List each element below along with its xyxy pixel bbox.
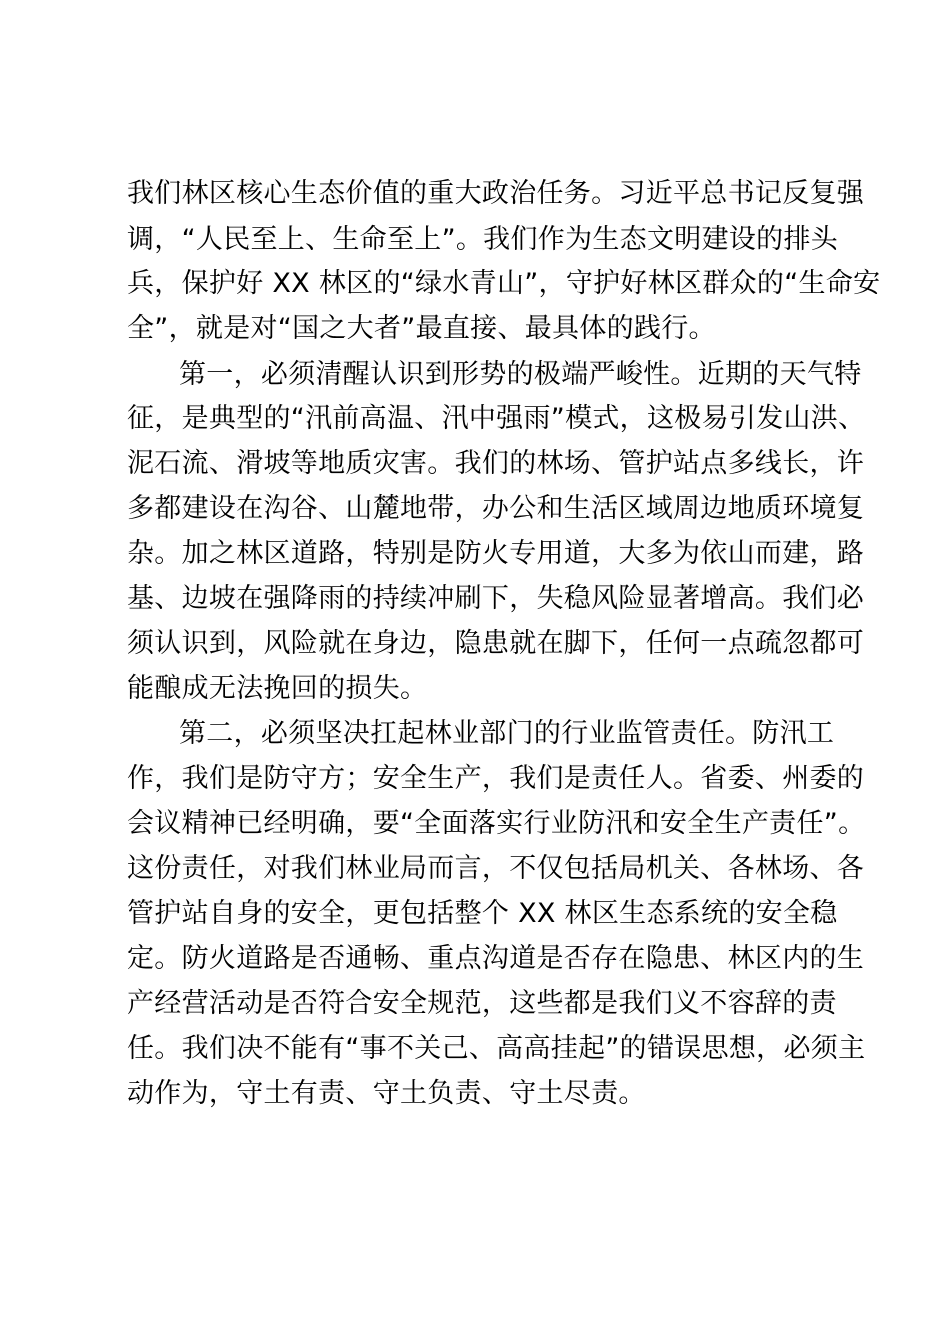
text-line: 多都建设在沟谷、山麓地带，办公和生活区域周边地质环境复 (127, 493, 865, 524)
text-line: 作，我们是防守方；安全生产，我们是责任人。省委、州委的 (127, 763, 865, 794)
text-line: 产经营活动是否符合安全规范，这些都是我们义不容辞的责 (127, 988, 837, 1019)
text-line: 泥石流、滑坡等地质灾害。我们的林场、管护站点多线长，许 (127, 448, 865, 479)
text-line: 任。我们决不能有“事不关己、高高挂起”的错误思想，必须主 (127, 1033, 866, 1064)
paragraph-first-line: 第一，必须清醒认识到形势的极端严峻性。近期的天气特 (179, 359, 862, 390)
text-line: 基、边坡在强降雨的持续冲刷下，失稳风险显著增高。我们必 (127, 583, 865, 614)
paragraph-first-line: 第二，必须坚决扛起林业部门的行业监管责任。防汛工 (179, 718, 835, 749)
text-line: 这份责任，对我们林业局而言，不仅包括局机关、各林场、各 (127, 853, 865, 884)
text-line: 会议精神已经明确，要“全面落实行业防汛和安全生产责任”。 (127, 808, 866, 839)
text-line: 兵，保护好 XX 林区的“绿水青山”，守护好林区群众的“生命安 (127, 268, 881, 299)
text-line: 能酿成无法挽回的损失。 (127, 673, 428, 704)
text-line: 调，“人民至上、生命至上”。我们作为生态文明建设的排头 (127, 224, 839, 255)
text-line: 管护站自身的安全，更包括整个 XX 林区生态系统的安全稳 (127, 898, 838, 929)
text-line: 杂。加之林区道路，特别是防火专用道，大多为依山而建，路 (127, 538, 865, 569)
text-line: 征，是典型的“汛前高温、汛中强雨”模式，这极易引发山洪、 (127, 403, 866, 434)
text-line: 动作为，守土有责、守土负责、守土尽责。 (127, 1078, 646, 1109)
text-line: 定。防火道路是否通畅、重点沟道是否存在隐患、林区内的生 (127, 943, 865, 974)
text-line: 全”，就是对“国之大者”最直接、最具体的践行。 (127, 313, 716, 344)
text-line: 我们林区核心生态价值的重大政治任务。习近平总书记反复强 (127, 178, 865, 209)
text-line: 须认识到，风险就在身边，隐患就在脚下，任何一点疏忽都可 (127, 628, 865, 659)
